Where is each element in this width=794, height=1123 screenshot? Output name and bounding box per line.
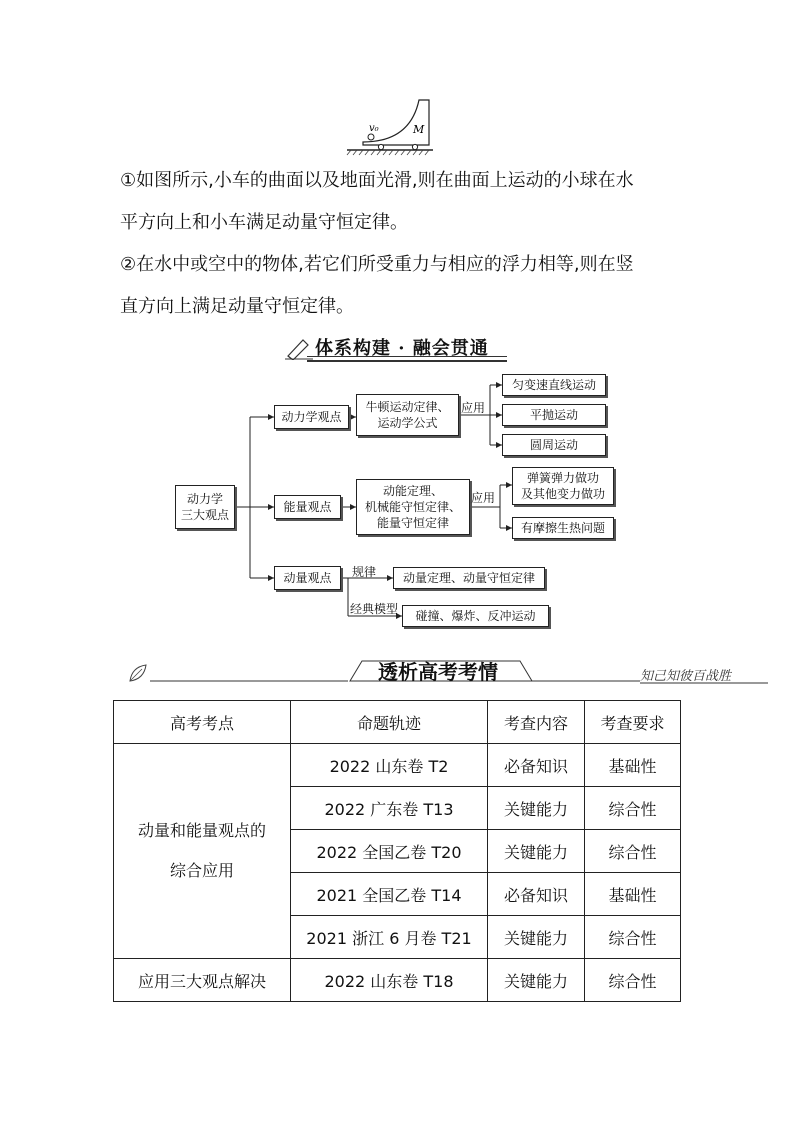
momentum-model-item: 碰撞、爆炸、反冲运动 [402,605,549,627]
header-content: 考查内容 [488,701,585,744]
section-title-system: 体系构建 · 融会贯通 [315,338,489,359]
energy-apply-label: 应用 [471,491,496,505]
momentum-rule-item: 动量定理、动量守恒定律 [393,567,545,589]
model-label: 经典模型 [350,602,399,616]
table-row: 动量和能量观点的 综合应用 2022 山东卷 T2 必备知识 基础性 [114,744,681,787]
dynamics-law-line-1: 牛顿运动定律、 [365,400,450,414]
dynamics-law [356,394,459,436]
table-header-row [114,701,681,744]
dynamics-law-line-2: 运动学公式 [377,416,438,430]
dynamics-apply-label: 应用 [461,401,486,415]
branch-energy [274,495,341,519]
root-line-1: 动力学 [186,492,223,506]
note-2-line-1: ②在水中或空中的物体,若它们所受重力与相应的浮力相等,则在竖 [120,254,634,275]
mass-label: M [413,123,425,136]
branch-energy-label: 能量观点 [283,500,332,514]
header-requirement: 考查要求 [585,701,681,744]
dynamics-item-2: 平抛运动 [502,404,606,426]
exam-table [113,700,681,1002]
dynamics-item-3: 圆周运动 [502,434,606,456]
root-node [175,485,235,529]
table-row: 应用三大观点解决 2022 山东卷 T18 关键能力 综合性 [114,959,681,1002]
note-1-line-1: ①如图所示,小车的曲面以及地面光滑,则在曲面上运动的小球在水 [120,170,634,191]
energy-item-1: 弹簧弹力做功 及其他变力做功 [512,467,614,505]
motto: 知己知彼百战胜 [640,669,732,684]
note-1-line-2: 平方向上和小车满足动量守恒定律。 [120,212,408,233]
table-row: 2021 全国乙卷 T14 必备知识 基础性 [114,873,681,916]
rule-label: 规律 [352,565,377,579]
energy-item-2: 有摩擦生热问题 [512,517,614,539]
section-title-exam: 透析高考考情 [378,660,498,684]
table-row: 2021 浙江 6 月卷 T21 关键能力 综合性 [114,916,681,959]
branch-momentum-label: 动量观点 [283,571,332,585]
root-line-2: 三大观点 [180,508,229,522]
branch-momentum [274,566,341,590]
topic-cell-2: 应用三大观点解决 [114,959,291,1002]
topic-cell-1: 动量和能量观点的 综合应用 [114,744,291,959]
table-row: 2022 广东卷 T13 关键能力 综合性 [114,787,681,830]
branch-dynamics-label: 动力学观点 [281,410,342,424]
note-2-line-2: 直方向上满足动量守恒定律。 [120,296,354,317]
header-track: 命题轨迹 [291,701,488,744]
dynamics-item-1: 匀变速直线运动 [502,374,606,396]
table-row: 2022 全国乙卷 T20 关键能力 综合性 [114,830,681,873]
v0-label: v₀ [369,123,379,134]
energy-law: 动能定理、 机械能守恒定律、 能量守恒定律 [356,479,470,535]
branch-dynamics [274,405,349,429]
header-topic: 高考考点 [114,701,291,744]
